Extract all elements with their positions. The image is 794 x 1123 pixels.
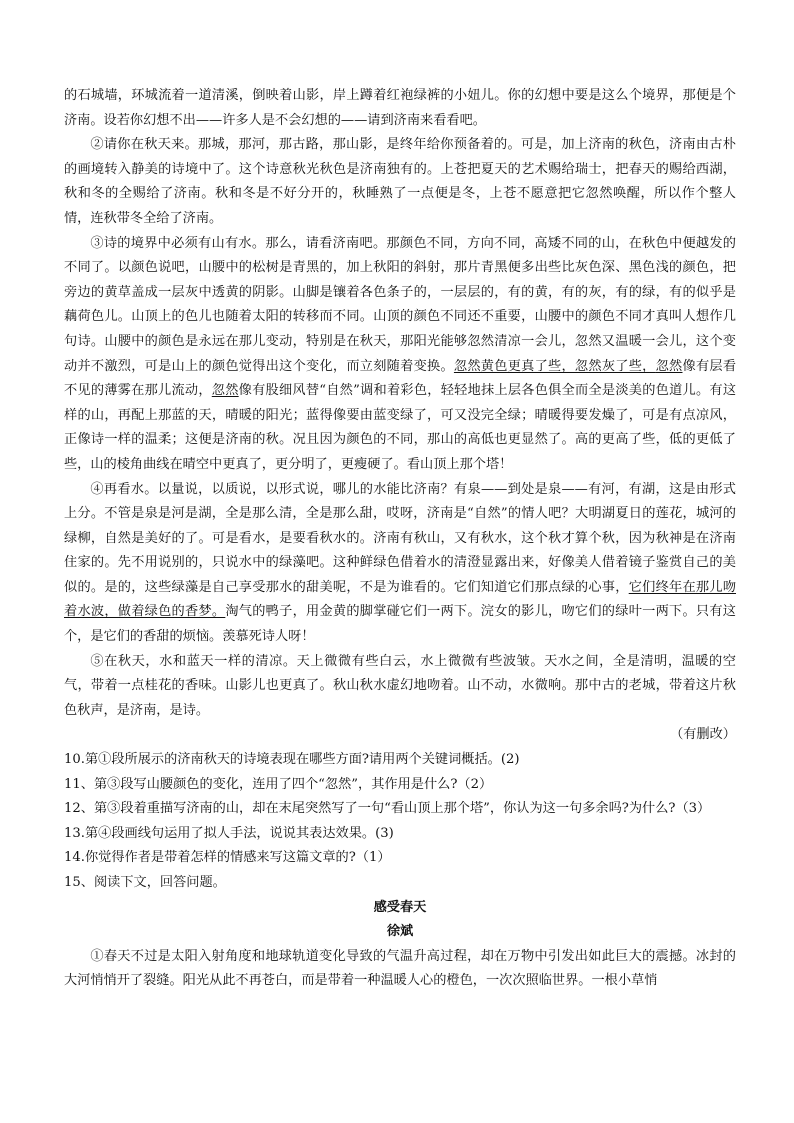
p3-underlined-3: 忽然 <box>211 383 239 399</box>
p3-text-a: ③诗的境界中必须有山有水。那么，请看济南吧。那颜色不同，方向不同，高矮不同的山，在秋色中便越发的不同了。以颜色说吧，山腰中的松树是青黑的，加上秋阳的斜射，那片青黑便多出些比灰色深、黑色浅的颜色，把旁边的黄草盖成一层灰中透黄的阴影。山脚是镶着各色条子的，一层层的，有的黄，有的灰，有的绿，有的似乎是藕荷色儿。山顶上的色儿也随着太阳的转移而不同。山顶的颜色不同还不重要，山腰中的颜色不同才真叫人想作几句诗。山腰中的颜色是永远在那儿变动，特别是在秋天，那阳光能够忽然清凉一会儿，忽然又温暖一会儿，这个变动并不激烈，可是山上的颜色觉得出这个变化，而立刻随着变换。 <box>64 235 736 374</box>
next-passage-title: 感受春天 <box>373 899 427 915</box>
p3-text-d: 像有股细风替“自然”调和着彩色，轻轻地抹上层各色俱全而全是淡美的色道儿。有这样的山，再配上那蓝的天，晴暖的阳光；蓝得像要由蓝变绿了，可又没完全绿；晴暖得要发燥了，可是有点凉风，正像诗一样的温柔；这便是济南的秋。况且因为颜色的不同，那山的高低也更显然了。高的更高了些，低的更低了些，山的棱角曲线在晴空中更真了，更分明了，更瘦硬了。看山顶上那个塔！ <box>64 383 737 472</box>
question-15: 15、阅读下文，回答问题。 <box>64 875 226 890</box>
question-12: 12、第③段着重描写济南的山，却在末尾突然写了一句“看山顶上那个塔”，你认为这一句多余吗?为什么?（3） <box>64 801 711 817</box>
question-10: 10.第①段所展示的济南秋天的诗境表现在哪些方面?请用两个关键词概括。(2) <box>64 752 520 768</box>
question-13: 13.第④段画线句运用了拟人手法，说说其表达效果。(3) <box>64 825 394 841</box>
edit-note: （有删改） <box>670 727 736 743</box>
question-11: 11、第③段写山腰颜色的变化，连用了四个“忽然”，其作用是什么?（2） <box>64 776 493 792</box>
passage-paragraph-3 <box>64 232 736 478</box>
question-14: 14.你觉得作者是带着怎样的情感来写这篇文章的?（1） <box>64 850 391 866</box>
passage-paragraph-2: ②请你在秋天来。那城，那河，那古路，那山影，是终年给你预备着的。可是，加上济南的秋色，济南由古朴的画境转入静美的诗境中了。这个诗意秋光秋色是济南独有的。上苍把夏天的艺术赐给瑞士，把春天的赐给西湖，秋和冬的全赐给了济南。秋和冬是不好分开的，秋睡熟了一点便是冬，上苍不愿意把它忽然唤醒，所以作个整人情，连秋带冬全给了济南。 <box>64 137 736 226</box>
next-passage-author: 徐斌 <box>386 924 414 940</box>
passage-paragraph-1: 的石城墙，环城流着一道清溪，倒映着山影，岸上蹲着红袍绿裤的小妞儿。你的幻想中要是这么个境界，那便是个济南。设若你幻想不出——许多人是不会幻想的——请到济南来看看吧。 <box>64 88 736 128</box>
passage-paragraph-4 <box>64 478 736 650</box>
passage-paragraph-5: ⑤在秋天，水和蓝天一样的清凉。天上微微有些白云，水上微微有些波皱。天水之间，全是清明，温暖的空气，带着一点桂花的香味。山影儿也更真了。秋山秋水虚幻地吻着。山不动，水微响。那中古的老城，带着这片秋色秋声，是济南，是诗。 <box>64 653 736 718</box>
p4-text-b: 淘气的鸭子，用金黄的脚掌碰它们一两下。浣女的影儿，吻它们的绿叶一两下。只有这个，是它们的香甜的烦恼。羡慕死诗人呀！ <box>64 604 736 645</box>
p4-text-a: ④再看水。以量说，以质说，以形式说，哪儿的水能比济南？有泉——到处是泉——有河，有湖，这是由形式上分。不管是泉是河是湖，全是那么清，全是那么甜，哎呀，济南是“自然”的情人吧？大明湖夏日的莲花，城河的绿柳，自然是美好的了。可是看水，是要看秋水的。济南有秋山，又有秋水，这个秋才算个秋，因为秋神是在济南住家的。先不用说别的，只说水中的绿藻吧。这种鲜绿色借着水的清澄显露出来，好像美人借着镜子鉴赏自己的美似的。是的，这些绿藻是自己享受那水的甜美呢，不是为谁看的。它们知道它们那点绿的心事， <box>64 481 736 595</box>
p3-underlined-1: 忽然黄色更真了些，忽然灰了些， <box>453 358 656 374</box>
p3-underlined-2: 忽然 <box>655 358 683 374</box>
next-passage-paragraph-1: ①春天不过是太阳入射角度和地球轨道变化导致的气温升高过程，却在万物中引发出如此巨大的震撼。冰封的大河悄悄开了裂缝。阳光从此不再苍白，而是带着一种温暖人心的橙色，一次次照临世界。一根小草悄 <box>64 948 736 989</box>
p3-text-c: 像有层看不见的薄雾在那儿流动， <box>64 358 737 399</box>
p4-underlined-sentence: 它们终年在那儿吻着水波，做着绿色的香梦。 <box>64 579 737 620</box>
document-page <box>64 84 736 994</box>
